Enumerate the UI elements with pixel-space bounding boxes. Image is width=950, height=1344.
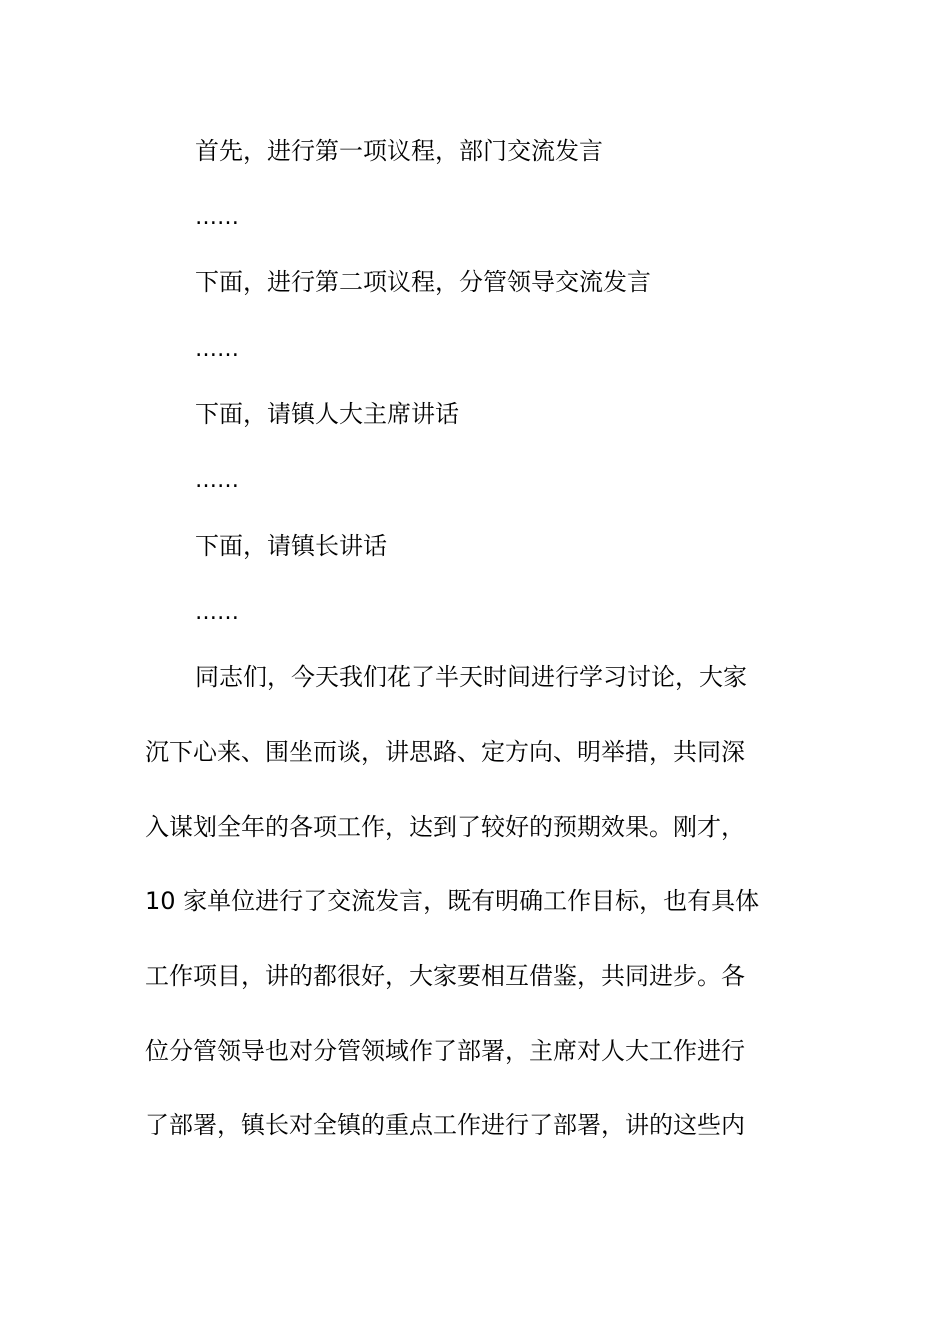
paragraph-line: 工作项目，讲的都很好，大家要相互借鉴，共同进步。各 <box>145 962 745 990</box>
agenda-ellipsis-3: …… <box>195 468 239 493</box>
agenda-item-1: 首先，进行第一项议程，部门交流发言 <box>195 137 603 165</box>
paragraph-line: 入谋划全年的各项工作，达到了较好的预期效果。刚才， <box>145 813 745 841</box>
agenda-ellipsis-2: …… <box>195 337 239 362</box>
agenda-ellipsis-4: …… <box>195 600 239 625</box>
paragraph-line: 了部署，镇长对全镇的重点工作进行了部署，讲的这些内 <box>145 1111 745 1139</box>
paragraph-line: 10 家单位进行了交流发言，既有明确工作目标，也有具体 <box>145 887 760 915</box>
agenda-item-3: 下面，请镇人大主席讲话 <box>195 400 459 428</box>
agenda-ellipsis-1: …… <box>195 205 239 230</box>
agenda-item-4: 下面，请镇长讲话 <box>195 532 387 560</box>
paragraph-line: 同志们，今天我们花了半天时间进行学习讨论，大家 <box>195 663 747 691</box>
agenda-item-2: 下面，进行第二项议程，分管领导交流发言 <box>195 268 651 296</box>
paragraph-line: 沉下心来、围坐而谈，讲思路、定方向、明举措，共同深 <box>145 738 745 766</box>
paragraph-line: 位分管领导也对分管领域作了部署，主席对人大工作进行 <box>145 1037 745 1065</box>
